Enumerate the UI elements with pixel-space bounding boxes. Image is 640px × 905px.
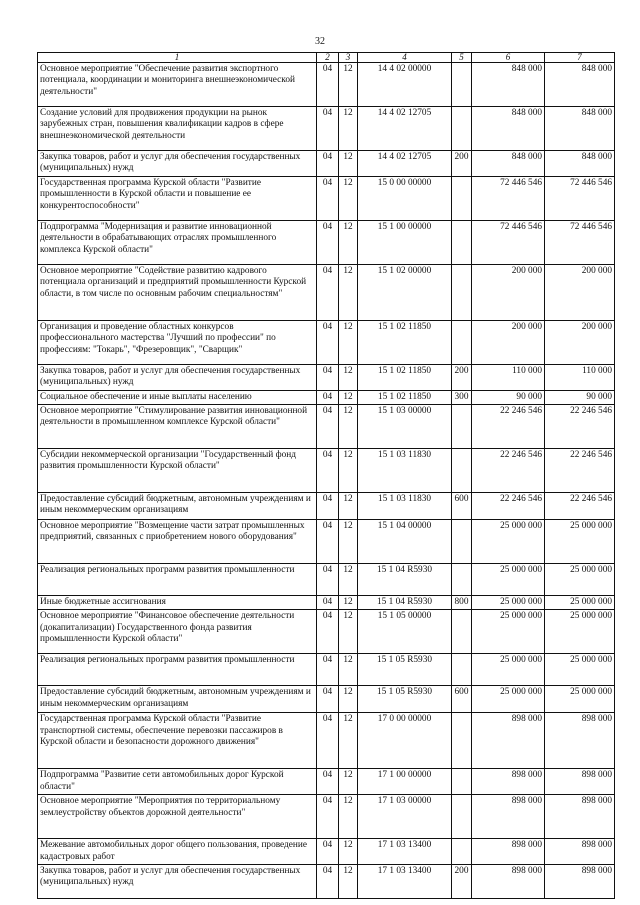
- section-code: 04: [317, 320, 339, 364]
- section-code: 04: [317, 713, 339, 769]
- amount-year-2: 22 246 546: [545, 449, 615, 493]
- target-article-code: 15 1 05 00000: [358, 610, 452, 654]
- subsection-code: 12: [339, 520, 358, 564]
- row-name: Основное мероприятие "Возмещение части затрат промышленных предприятий, связанных с приобретением нового оборудования": [38, 520, 317, 564]
- row-name: Субсидии некоммерческой организации "Государственный фонд развития промышленности Курской области": [38, 449, 317, 493]
- amount-year-1: 25 000 000: [472, 654, 545, 686]
- amount-year-2: 72 446 546: [545, 176, 615, 220]
- amount-year-1: 90 000: [472, 390, 545, 404]
- subsection-code: 12: [339, 449, 358, 493]
- table-row: [38, 151, 615, 177]
- row-name: Государственная программа Курской области "Развитие транспортной системы, обеспечение перевозки пассажиров в Курской области и безопасности дорожного движения": [38, 713, 317, 769]
- amount-year-2: 25 000 000: [545, 520, 615, 564]
- row-name: Предоставление субсидий бюджетным, автономным учреждениям и иным некоммерческим организациям: [38, 493, 317, 520]
- amount-year-1: 110 000: [472, 364, 545, 390]
- subsection-code: 12: [339, 610, 358, 654]
- target-article-code: 15 1 04 R5930: [358, 596, 452, 610]
- table-row: [38, 686, 615, 713]
- amount-year-1: 25 000 000: [472, 610, 545, 654]
- section-code: 04: [317, 264, 339, 320]
- row-name: Предоставление субсидий бюджетным, автономным учреждениям и иным некоммерческим организациям: [38, 686, 317, 713]
- subsection-code: 12: [339, 686, 358, 713]
- subsection-code: 12: [339, 795, 358, 839]
- page-number: 32: [315, 36, 325, 47]
- table-row: [38, 520, 615, 564]
- subsection-code: 12: [339, 654, 358, 686]
- expense-type-code: [452, 839, 472, 865]
- amount-year-2: 200 000: [545, 320, 615, 364]
- expense-type-code: [452, 654, 472, 686]
- amount-year-1: 898 000: [472, 769, 545, 795]
- amount-year-1: 898 000: [472, 839, 545, 865]
- subsection-code: 12: [339, 176, 358, 220]
- amount-year-2: 25 000 000: [545, 596, 615, 610]
- row-name: Закупка товаров, работ и услуг для обеспечения государственных (муниципальных) нужд: [38, 364, 317, 390]
- amount-year-2: 200 000: [545, 264, 615, 320]
- section-code: 04: [317, 364, 339, 390]
- amount-year-1: 898 000: [472, 713, 545, 769]
- amount-year-2: 22 246 546: [545, 405, 615, 449]
- row-name: Подпрограмма "Развитие сети автомобильных дорог Курской области": [38, 769, 317, 795]
- amount-year-2: 25 000 000: [545, 654, 615, 686]
- amount-year-1: 25 000 000: [472, 686, 545, 713]
- table-row: [38, 865, 615, 899]
- target-article-code: 17 1 03 00000: [358, 795, 452, 839]
- target-article-code: 14 4 02 00000: [358, 63, 452, 107]
- section-code: 04: [317, 405, 339, 449]
- target-article-code: 14 4 02 12705: [358, 107, 452, 151]
- amount-year-1: 72 446 546: [472, 176, 545, 220]
- amount-year-2: 898 000: [545, 769, 615, 795]
- row-name: Основное мероприятие "Содействие развитию кадрового потенциала организаций и предприятий промышленности Курской области, в том числе по основным рабочим специальностям": [38, 264, 317, 320]
- subsection-code: 12: [339, 405, 358, 449]
- section-code: 04: [317, 865, 339, 899]
- amount-year-2: 898 000: [545, 795, 615, 839]
- target-article-code: 15 1 04 00000: [358, 520, 452, 564]
- table-row: [38, 795, 615, 839]
- target-article-code: 15 1 02 00000: [358, 264, 452, 320]
- table-row: [38, 654, 615, 686]
- target-article-code: 15 0 00 00000: [358, 176, 452, 220]
- subsection-code: 12: [339, 264, 358, 320]
- amount-year-1: 848 000: [472, 107, 545, 151]
- section-code: 04: [317, 686, 339, 713]
- subsection-code: 12: [339, 865, 358, 899]
- column-number: 6: [472, 53, 545, 63]
- table-row: [38, 63, 615, 107]
- section-code: 04: [317, 390, 339, 404]
- section-code: 04: [317, 493, 339, 520]
- subsection-code: 12: [339, 364, 358, 390]
- column-number-row: [38, 53, 615, 63]
- row-name: Реализация региональных программ развития промышленности: [38, 564, 317, 596]
- section-code: 04: [317, 520, 339, 564]
- amount-year-1: 25 000 000: [472, 564, 545, 596]
- subsection-code: 12: [339, 493, 358, 520]
- section-code: 04: [317, 596, 339, 610]
- amount-year-2: 25 000 000: [545, 610, 615, 654]
- expense-type-code: [452, 520, 472, 564]
- column-number: 7: [545, 53, 615, 63]
- row-name: Иные бюджетные ассигнования: [38, 596, 317, 610]
- section-code: 04: [317, 63, 339, 107]
- expense-type-code: [452, 795, 472, 839]
- section-code: 04: [317, 795, 339, 839]
- table-row: [38, 839, 615, 865]
- table-row: [38, 769, 615, 795]
- table-row: [38, 320, 615, 364]
- amount-year-1: 898 000: [472, 865, 545, 899]
- table-row: [38, 390, 615, 404]
- expense-type-code: [452, 320, 472, 364]
- expense-type-code: [452, 769, 472, 795]
- amount-year-2: 898 000: [545, 865, 615, 899]
- amount-year-2: 22 246 546: [545, 493, 615, 520]
- table-row: [38, 610, 615, 654]
- amount-year-2: 898 000: [545, 839, 615, 865]
- amount-year-2: 90 000: [545, 390, 615, 404]
- expense-type-code: [452, 63, 472, 107]
- amount-year-1: 848 000: [472, 151, 545, 177]
- row-name: Социальное обеспечение и иные выплаты населению: [38, 390, 317, 404]
- subsection-code: 12: [339, 839, 358, 865]
- expense-type-code: 200: [452, 364, 472, 390]
- amount-year-1: 898 000: [472, 795, 545, 839]
- row-name: Государственная программа Курской области "Развитие промышленности в Курской области и повышение ее конкурентоспособности": [38, 176, 317, 220]
- expense-type-code: [452, 176, 472, 220]
- amount-year-1: 848 000: [472, 63, 545, 107]
- subsection-code: 12: [339, 63, 358, 107]
- target-article-code: 15 1 00 00000: [358, 220, 452, 264]
- subsection-code: 12: [339, 596, 358, 610]
- target-article-code: 15 1 02 11850: [358, 364, 452, 390]
- expense-type-code: [452, 107, 472, 151]
- column-number: 3: [339, 53, 358, 63]
- table-row: [38, 564, 615, 596]
- amount-year-2: 72 446 546: [545, 220, 615, 264]
- section-code: 04: [317, 564, 339, 596]
- subsection-code: 12: [339, 564, 358, 596]
- expense-type-code: 600: [452, 493, 472, 520]
- amount-year-2: 898 000: [545, 713, 615, 769]
- expense-type-code: [452, 610, 472, 654]
- table-row: [38, 596, 615, 610]
- target-article-code: 15 1 02 11850: [358, 320, 452, 364]
- expense-type-code: 300: [452, 390, 472, 404]
- amount-year-1: 200 000: [472, 264, 545, 320]
- expense-type-code: [452, 264, 472, 320]
- column-number: 2: [317, 53, 339, 63]
- row-name: Основное мероприятие "Стимулирование развития инновационной деятельности в промышленном комплексе Курской области": [38, 405, 317, 449]
- target-article-code: 17 0 00 00000: [358, 713, 452, 769]
- table-row: [38, 264, 615, 320]
- expense-type-code: [452, 713, 472, 769]
- amount-year-2: 25 000 000: [545, 686, 615, 713]
- table-row: [38, 713, 615, 769]
- subsection-code: 12: [339, 151, 358, 177]
- row-name: Организация и проведение областных конкурсов профессионального мастерства "Лучший по профессии" по профессиям: "Токарь", "Фрезеровщик", "Сварщик": [38, 320, 317, 364]
- target-article-code: 17 1 03 13400: [358, 865, 452, 899]
- amount-year-2: 848 000: [545, 107, 615, 151]
- expense-type-code: 200: [452, 865, 472, 899]
- target-article-code: 17 1 03 13400: [358, 839, 452, 865]
- amount-year-1: 72 446 546: [472, 220, 545, 264]
- subsection-code: 12: [339, 713, 358, 769]
- expense-type-code: [452, 405, 472, 449]
- target-article-code: 17 1 00 00000: [358, 769, 452, 795]
- section-code: 04: [317, 176, 339, 220]
- table-row: [38, 220, 615, 264]
- column-number: 5: [452, 53, 472, 63]
- section-code: 04: [317, 151, 339, 177]
- subsection-code: 12: [339, 390, 358, 404]
- expense-type-code: 600: [452, 686, 472, 713]
- table-row: [38, 107, 615, 151]
- subsection-code: 12: [339, 220, 358, 264]
- section-code: 04: [317, 769, 339, 795]
- target-article-code: 15 1 03 00000: [358, 405, 452, 449]
- amount-year-2: 848 000: [545, 63, 615, 107]
- section-code: 04: [317, 610, 339, 654]
- row-name: Закупка товаров, работ и услуг для обеспечения государственных (муниципальных) нужд: [38, 865, 317, 899]
- amount-year-2: 110 000: [545, 364, 615, 390]
- target-article-code: 15 1 05 R5930: [358, 654, 452, 686]
- subsection-code: 12: [339, 320, 358, 364]
- expense-type-code: 200: [452, 151, 472, 177]
- row-name: Реализация региональных программ развития промышленности: [38, 654, 317, 686]
- row-name: Создание условий для продвижения продукции на рынок зарубежных стран, повышения квалификации кадров в сфере внешнеэкономической деятельности: [38, 107, 317, 151]
- target-article-code: 15 1 03 11830: [358, 493, 452, 520]
- amount-year-1: 25 000 000: [472, 520, 545, 564]
- expense-type-code: 800: [452, 596, 472, 610]
- column-number: 4: [358, 53, 452, 63]
- row-name: Основное мероприятие "Обеспечение развития экспортного потенциала, координации и мониторинга внешнеэкономической деятельности": [38, 63, 317, 107]
- row-name: Межевание автомобильных дорог общего пользования, проведение кадастровых работ: [38, 839, 317, 865]
- section-code: 04: [317, 839, 339, 865]
- amount-year-1: 22 246 546: [472, 493, 545, 520]
- expense-type-code: [452, 449, 472, 493]
- table-row: [38, 405, 615, 449]
- expense-type-code: [452, 564, 472, 596]
- amount-year-2: 848 000: [545, 151, 615, 177]
- column-number: 1: [38, 53, 317, 63]
- amount-year-1: 22 246 546: [472, 405, 545, 449]
- expense-type-code: [452, 220, 472, 264]
- amount-year-1: 25 000 000: [472, 596, 545, 610]
- target-article-code: 15 1 03 11830: [358, 449, 452, 493]
- subsection-code: 12: [339, 107, 358, 151]
- row-name: Закупка товаров, работ и услуг для обеспечения государственных (муниципальных) нужд: [38, 151, 317, 177]
- row-name: Подпрограмма "Модернизация и развитие инновационной деятельности в обрабатывающих отраслях промышленного комплекса Курской области": [38, 220, 317, 264]
- row-name: Основное мероприятие "Финансовое обеспечение деятельности (докапитализации) Государственного фонда развития промышленности Курской области": [38, 610, 317, 654]
- section-code: 04: [317, 107, 339, 151]
- subsection-code: 12: [339, 769, 358, 795]
- section-code: 04: [317, 220, 339, 264]
- section-code: 04: [317, 654, 339, 686]
- budget-table: [37, 52, 615, 899]
- amount-year-1: 200 000: [472, 320, 545, 364]
- target-article-code: 15 1 04 R5930: [358, 564, 452, 596]
- table-row: [38, 176, 615, 220]
- section-code: 04: [317, 449, 339, 493]
- target-article-code: 15 1 02 11850: [358, 390, 452, 404]
- table-row: [38, 449, 615, 493]
- amount-year-1: 22 246 546: [472, 449, 545, 493]
- table-row: [38, 493, 615, 520]
- row-name: Основное мероприятие "Мероприятия по территориальному землеустройству объектов дорожной деятельности": [38, 795, 317, 839]
- table-row: [38, 364, 615, 390]
- target-article-code: 15 1 05 R5930: [358, 686, 452, 713]
- amount-year-2: 25 000 000: [545, 564, 615, 596]
- target-article-code: 14 4 02 12705: [358, 151, 452, 177]
